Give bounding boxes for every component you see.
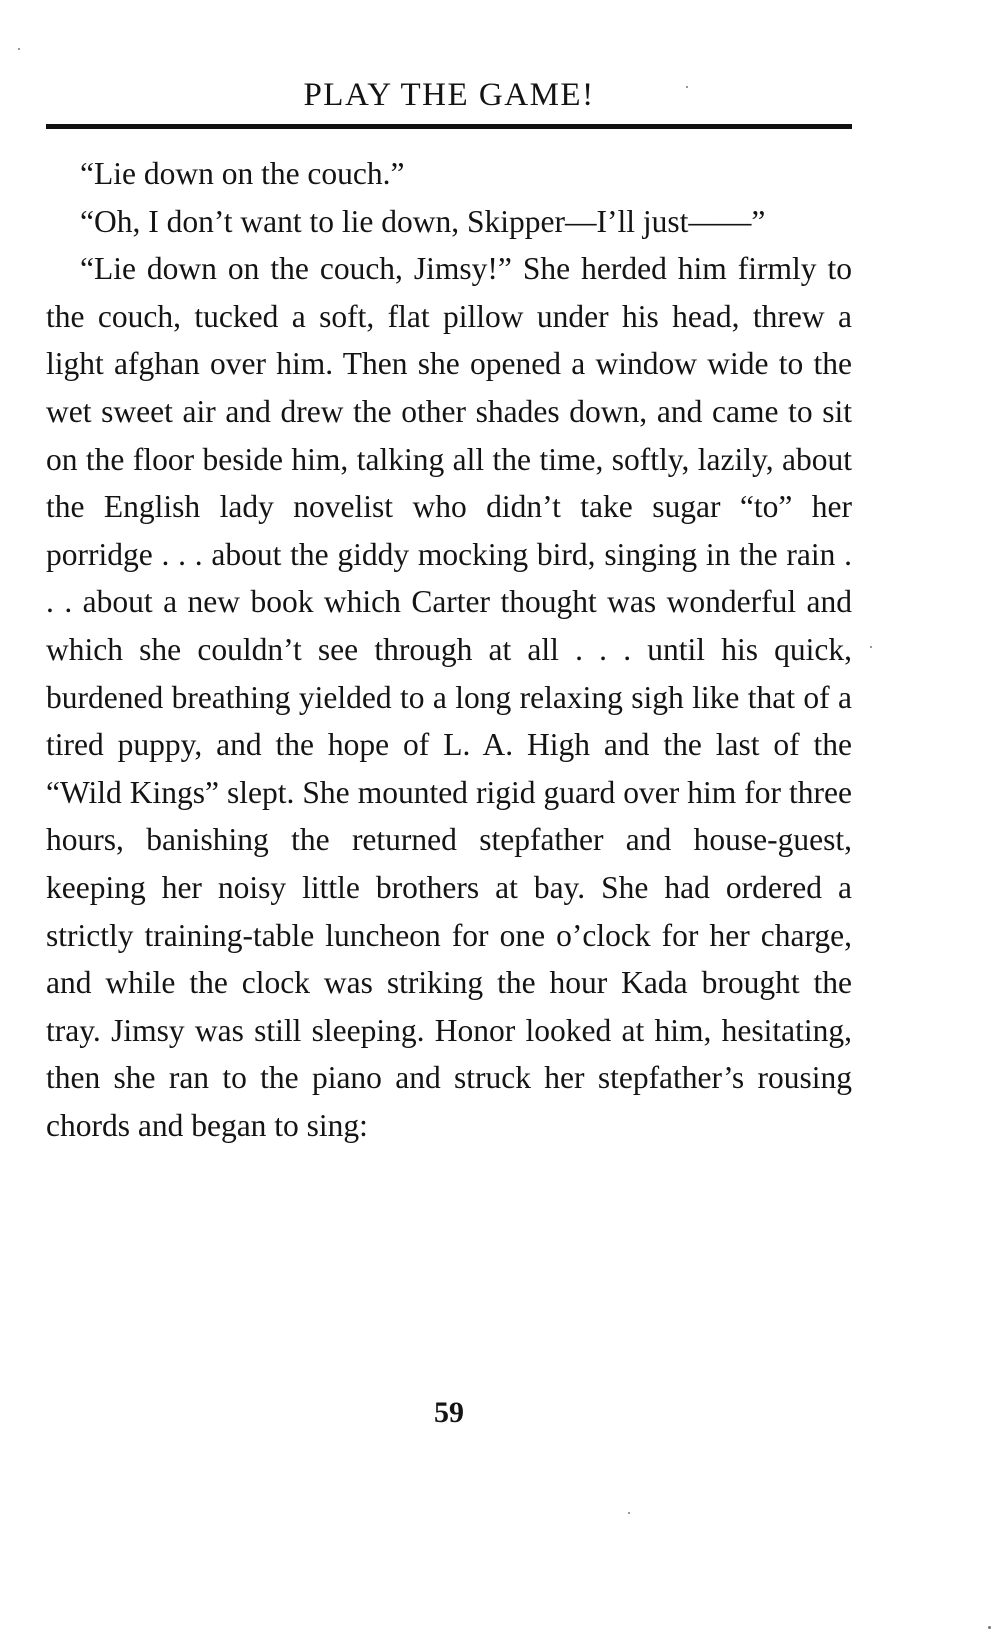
scan-speck xyxy=(988,1626,991,1629)
scan-speck xyxy=(686,86,688,88)
paragraph-2: “Oh, I don’t want to lie down, Skipper—I’ll just——” xyxy=(80,203,766,239)
paragraph-1: “Lie down on the couch.” xyxy=(80,156,405,191)
scan-speck xyxy=(870,646,872,648)
paragraph-3: “Lie down on the couch, Jimsy!” She herded him firmly to the couch, tucked a soft, flat pillow under his head, threw a light afghan over him. Then she opened a window wide to the wet sweet air and drew the other shades down, and came to sit on the floor beside him, talking all the time, softly, lazily, about the English lady novelist who didn’t take sugar “to” her porridge . . . about the giddy mocking bird, singing in the rain . . . about a new book which Carter thought was wonderful and which she couldn’t see through at all . . . until his quick, burdened breathing yielded to a long relaxing sigh like that of a tired puppy, and the hope of L. A. High and the last of the “Wild Kings” slept. She mounted rigid guard over him for three hours, banishing the returned stepfather and house-guest, keeping her noisy little brothers at bay. She had ordered a strictly training-table luncheon for one o’clock for her charge, and while the clock was striking the hour Kada brought the tray. Jimsy was still sleeping. Honor looked at him, hesitating, then she ran to the piano and struck her stepfather’s rousing chords and began to sing: xyxy=(46,251,852,1143)
running-head: PLAY THE GAME! xyxy=(303,77,595,113)
scan-speck xyxy=(628,1512,630,1514)
body-text xyxy=(46,150,852,1149)
header-rule xyxy=(46,124,852,129)
scan-speck xyxy=(18,48,20,50)
page-number: 59 xyxy=(434,1396,464,1429)
